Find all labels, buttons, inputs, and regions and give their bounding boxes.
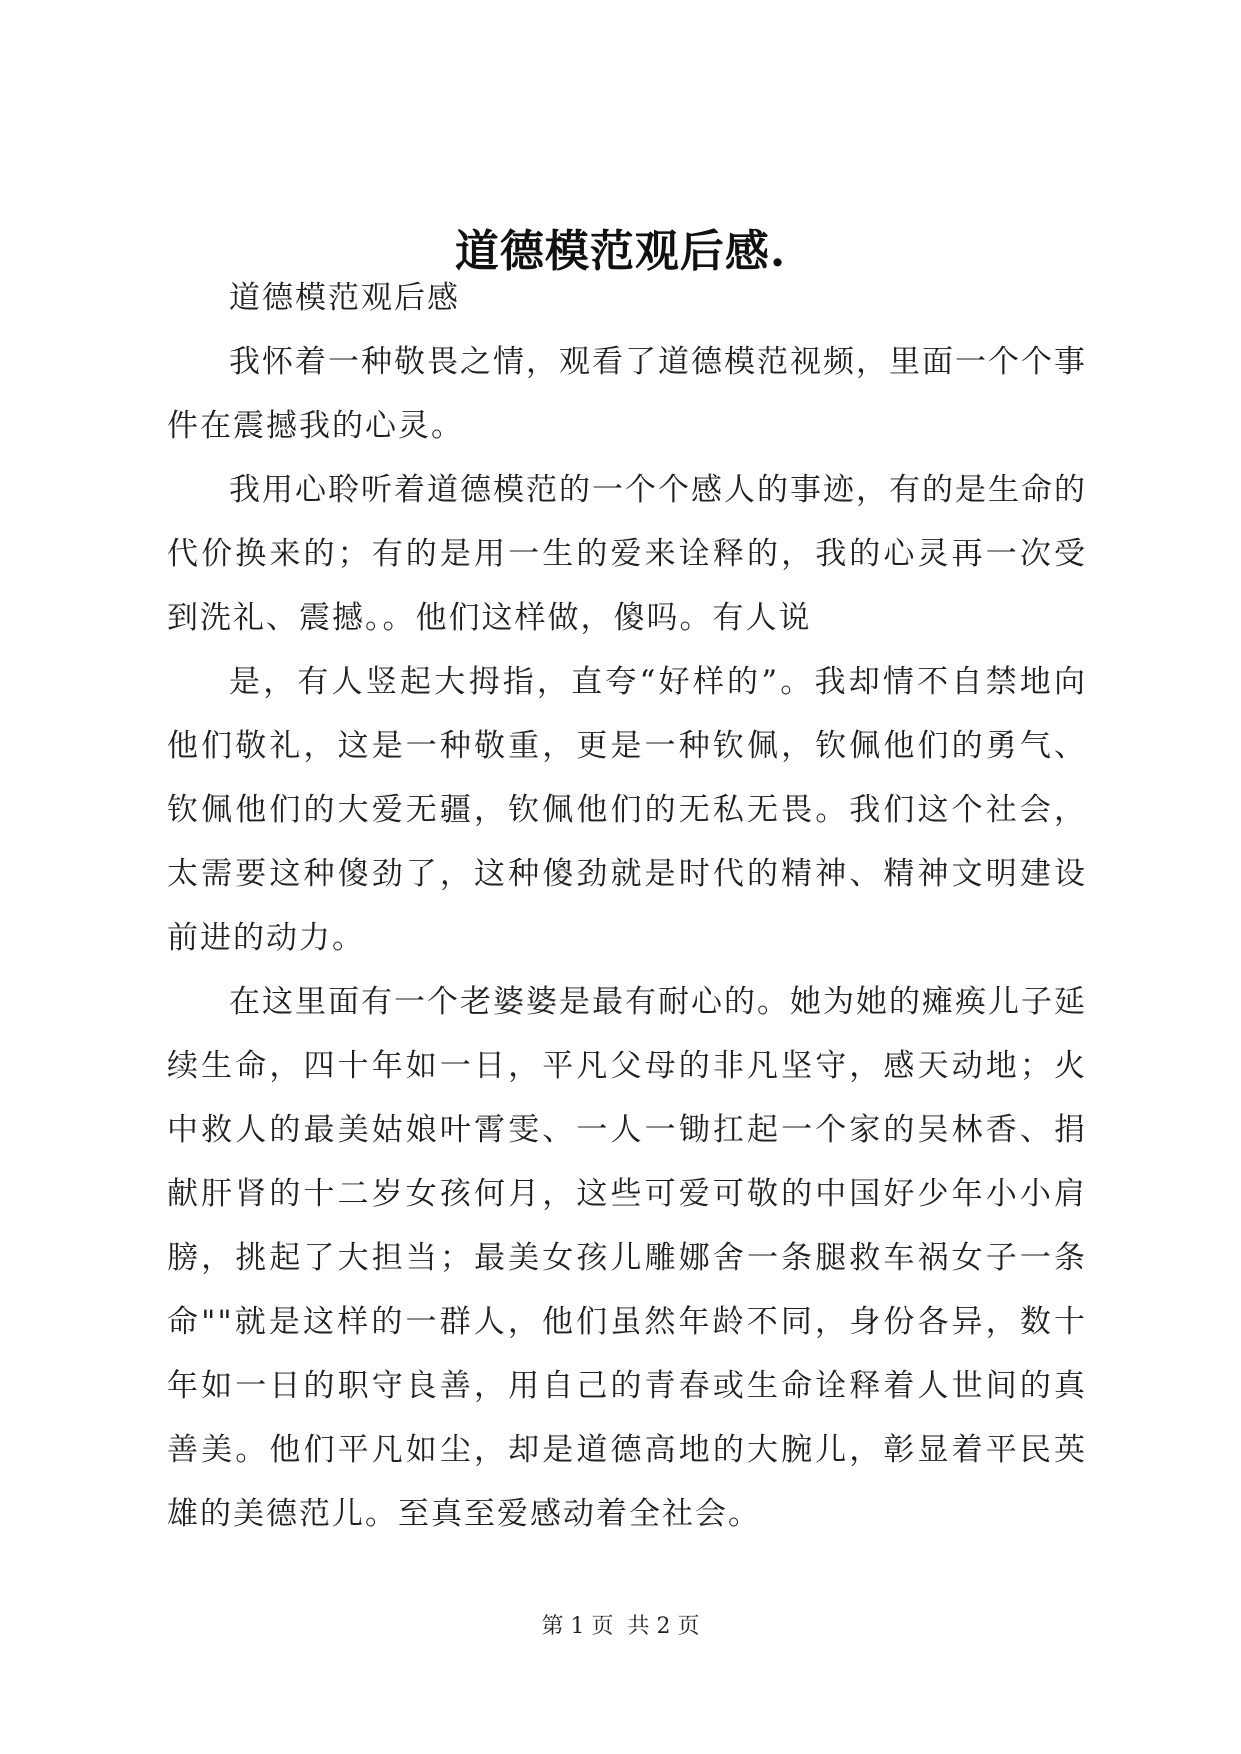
paragraph: 我怀着一种敬畏之情，观看了道德模范视频，里面一个个事件在震撼我的心灵。	[167, 344, 1087, 444]
paragraph: 我用心聆听着道德模范的一个个感人的事迹，有的是生命的代价换来的；有的是用一生的爱来诠释的，我的心灵再一次受到洗礼、震撼。。他们这样做，傻吗。有人说	[167, 472, 1087, 636]
paragraph-subtitle: 道德模范观后感	[229, 280, 460, 316]
document-body	[167, 266, 1087, 1546]
document-title: 道德模范观后感.	[454, 226, 787, 277]
paragraph: 是，有人竖起大拇指，直夸“好样的”。我却情不自禁地向他们敬礼，这是一种敬重，更是一种钦佩，钦佩他们的勇气、钦佩他们的大爱无疆，钦佩他们的无私无畏。我们这个社会，太需要这种傻劲了，这种傻劲就是时代的精神、精神文明建设前进的动力。	[167, 664, 1087, 956]
paragraph: 在这里面有一个老婆婆是最有耐心的。她为她的瘫痪儿子延续生命，四十年如一日，平凡父母的非凡坚守，感天动地；火中救人的最美姑娘叶霄雯、一人一锄扛起一个家的吴林香、捐献肝肾的十二岁女孩何月，这些可爱可敬的中国好少年小小肩膀，挑起了大担当；最美女孩儿雕娜舍一条腿救车祸女子一条命""就是这样的一群人，他们虽然年龄不同，身份各异，数十年如一日的职守良善，用自己的青春或生命诠释着人世间的真善美。他们平凡如尘，却是道德高地的大腕儿，彰显着平民英雄的美德范儿。至真至爱感动着全社会。	[167, 984, 1087, 1532]
page-number-footer: 第 1 页 共 2 页	[541, 1614, 700, 1639]
